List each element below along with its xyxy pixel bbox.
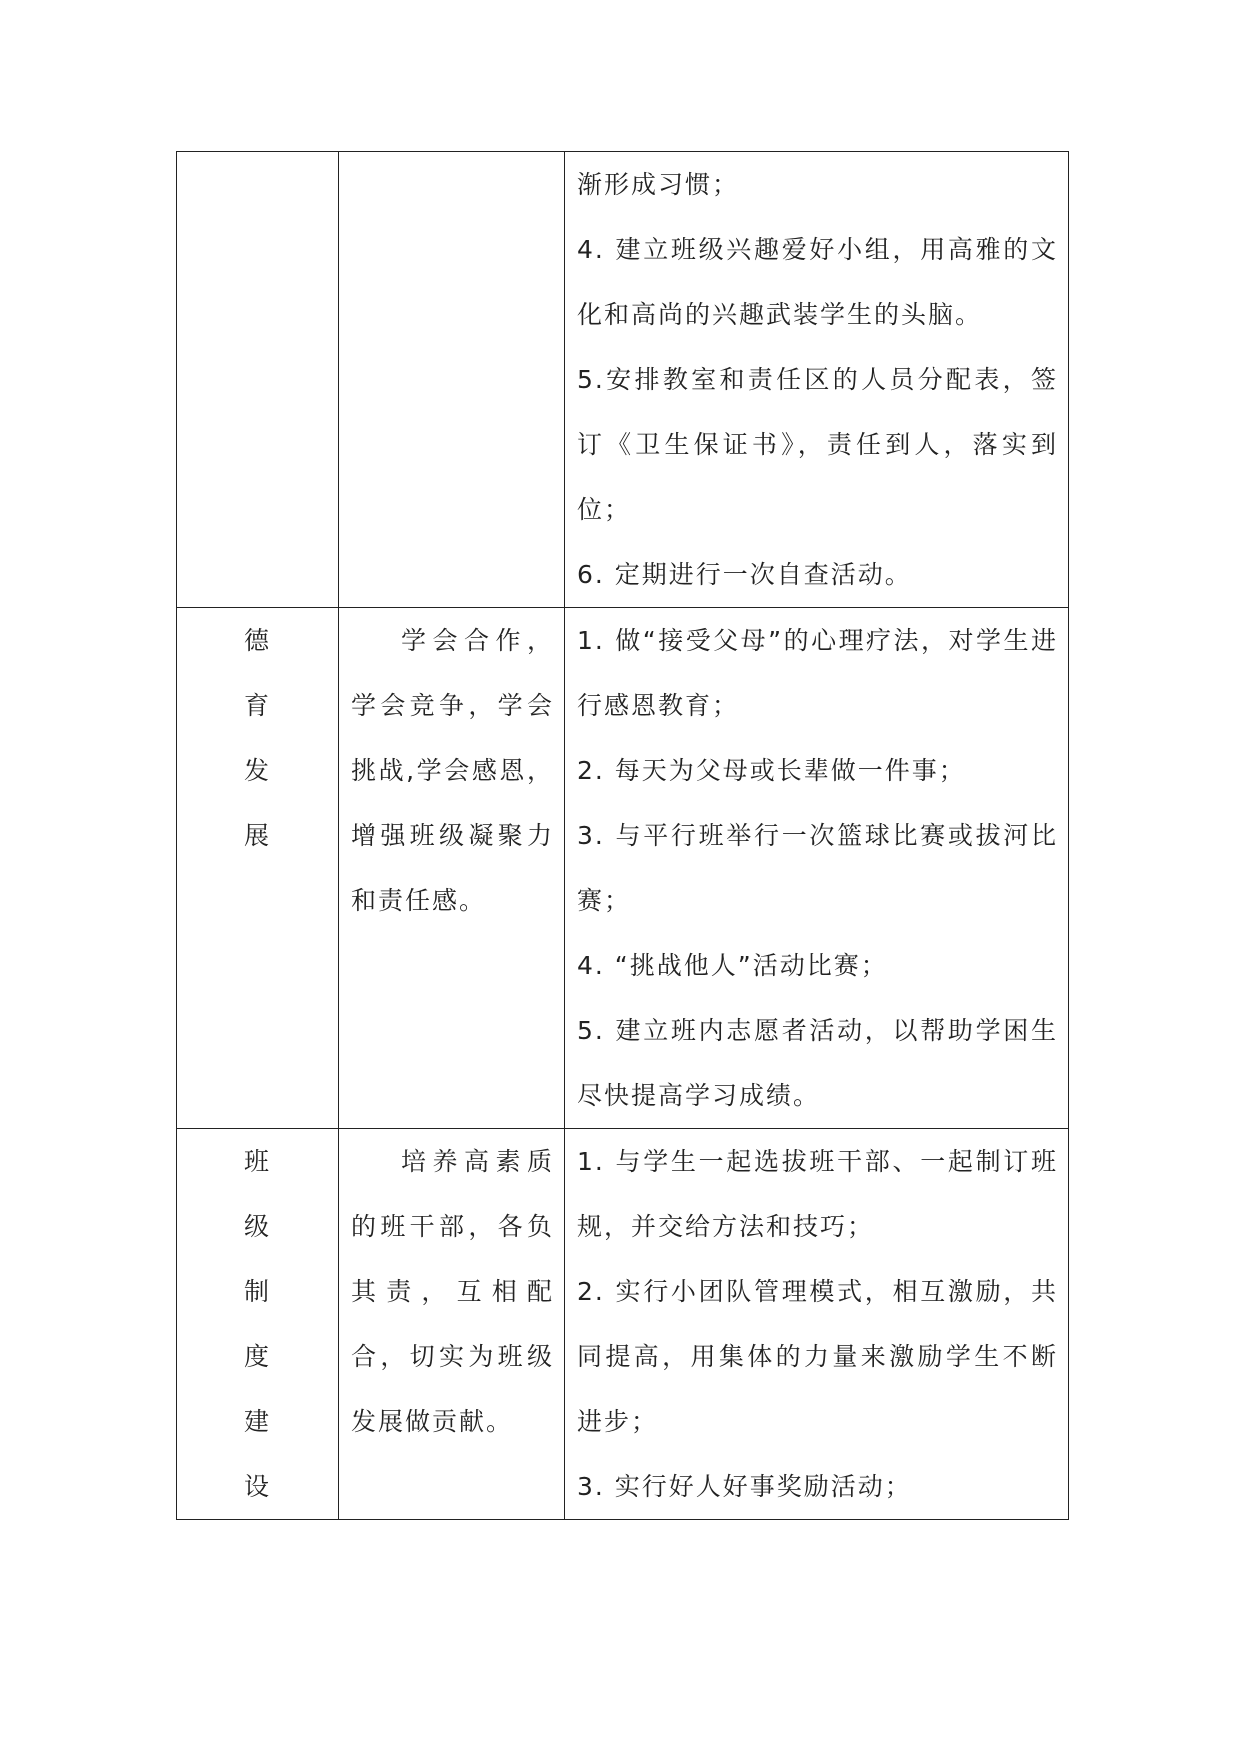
category-char: 度 xyxy=(243,1342,271,1371)
goal-cell xyxy=(339,608,565,1129)
category-label xyxy=(177,608,338,868)
goal-cell xyxy=(339,1129,565,1520)
items-cell xyxy=(565,608,1069,1129)
category-char: 设 xyxy=(243,1472,271,1501)
list-item: 5.安排教室和责任区的人员分配表，签订《卫生保证书》，责任到人，落实到位； xyxy=(577,365,1058,524)
category-char: 育 xyxy=(243,691,271,720)
list-item: 1. 与学生一起选拔班干部、一起制订班规，并交给方法和技巧； xyxy=(577,1147,1058,1241)
items-cell xyxy=(565,1129,1069,1520)
table-row xyxy=(177,152,1069,608)
list-item: 4. “挑战他人”活动比赛； xyxy=(577,951,888,980)
category-char: 班 xyxy=(243,1147,271,1176)
table-row xyxy=(177,608,1069,1129)
goal-text: 培养高素质的班干部，各负其责，互相配合，切实为班级发展做贡献。 xyxy=(351,1147,554,1436)
category-cell xyxy=(177,1129,339,1520)
category-char: 制 xyxy=(243,1277,271,1306)
category-cell xyxy=(177,152,339,608)
list-item: 5. 建立班内志愿者活动，以帮助学困生尽快提高学习成绩。 xyxy=(577,1016,1058,1110)
category-char: 级 xyxy=(243,1212,271,1241)
category-char: 德 xyxy=(243,626,271,655)
list-item: 4. 建立班级兴趣爱好小组，用高雅的文化和高尚的兴趣武装学生的头脑。 xyxy=(577,235,1058,329)
category-char: 建 xyxy=(243,1407,271,1436)
table-row xyxy=(177,1129,1069,1520)
category-char: 展 xyxy=(243,821,271,850)
list-item: 3. 与平行班举行一次篮球比赛或拔河比赛； xyxy=(577,821,1058,915)
list-item: 1. 做“接受父母”的心理疗法，对学生进行感恩教育； xyxy=(577,626,1058,720)
category-char: 发 xyxy=(243,756,271,785)
items-cell xyxy=(565,152,1069,608)
class-plan-table xyxy=(176,151,1069,1520)
list-item: 2. 每天为父母或长辈做一件事； xyxy=(577,756,966,785)
goal-text: 学会合作，学会竞争，学会挑战,学会感恩，增强班级凝聚力和责任感。 xyxy=(351,626,554,915)
list-item: 3. 实行好人好事奖励活动； xyxy=(577,1472,912,1501)
list-item: 渐形成习惯； xyxy=(577,170,740,199)
list-item: 6. 定期进行一次自查活动。 xyxy=(577,560,912,589)
goal-cell xyxy=(339,152,565,608)
category-label xyxy=(177,1129,338,1519)
category-cell xyxy=(177,608,339,1129)
list-item: 2. 实行小团队管理模式，相互激励，共同提高，用集体的力量来激励学生不断进步； xyxy=(577,1277,1058,1436)
